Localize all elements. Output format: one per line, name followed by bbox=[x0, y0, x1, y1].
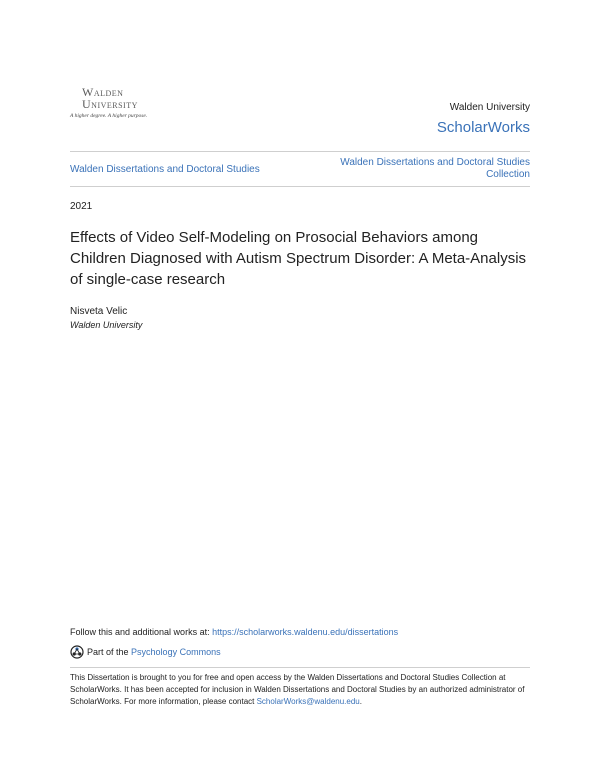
follow-prefix: Follow this and additional works at: bbox=[70, 627, 213, 637]
series-divider bbox=[70, 186, 530, 187]
document-title: Effects of Video Self-Modeling on Prosocial Behaviors among Children Diagnosed with Autism Spectrum Disorder: A Meta-Analysis of single-case research bbox=[70, 229, 527, 288]
notice-text: This Dissertation is brought to you for free and open access by the Walden Dissertations and Doctoral Studies Collection at ScholarWorks. It has been accepted for inclusion in Walden Dissertations and Doctoral Studies by an authorized administrator of ScholarWorks. For more information, please contact bbox=[70, 673, 525, 706]
follow-line bbox=[70, 627, 398, 637]
series-link-right[interactable]: Walden Dissertations and Doctoral Studies Collection bbox=[340, 157, 530, 180]
walden-logo bbox=[70, 86, 180, 119]
university-name: Walden University bbox=[449, 102, 530, 113]
series-link-left[interactable]: Walden Dissertations and Doctoral Studies bbox=[70, 164, 260, 175]
part-of-line bbox=[70, 645, 221, 659]
logo-line-1: Walden bbox=[82, 85, 124, 99]
contact-email-link[interactable]: ScholarWorks@waldenu.edu bbox=[256, 697, 360, 706]
logo-tagline: A higher degree. A higher purpose. bbox=[70, 113, 148, 119]
top-divider bbox=[70, 151, 530, 152]
dissertations-url-link[interactable]: https://scholarworks.waldenu.edu/dissertations bbox=[212, 627, 399, 637]
psychology-commons-link[interactable]: Psychology Commons bbox=[131, 647, 221, 657]
author-name: Nisveta Velic bbox=[70, 306, 128, 317]
scholarworks-link[interactable]: ScholarWorks bbox=[436, 119, 530, 136]
network-icon bbox=[70, 645, 84, 659]
access-notice bbox=[70, 672, 530, 708]
notice-divider bbox=[70, 667, 530, 668]
publication-year: 2021 bbox=[70, 201, 93, 212]
logo-line-2: University bbox=[82, 97, 138, 111]
author-affiliation: Walden University bbox=[70, 320, 143, 330]
header-branding bbox=[437, 102, 530, 136]
part-of-prefix: Part of the bbox=[87, 647, 129, 657]
notice-end: . bbox=[359, 697, 362, 706]
